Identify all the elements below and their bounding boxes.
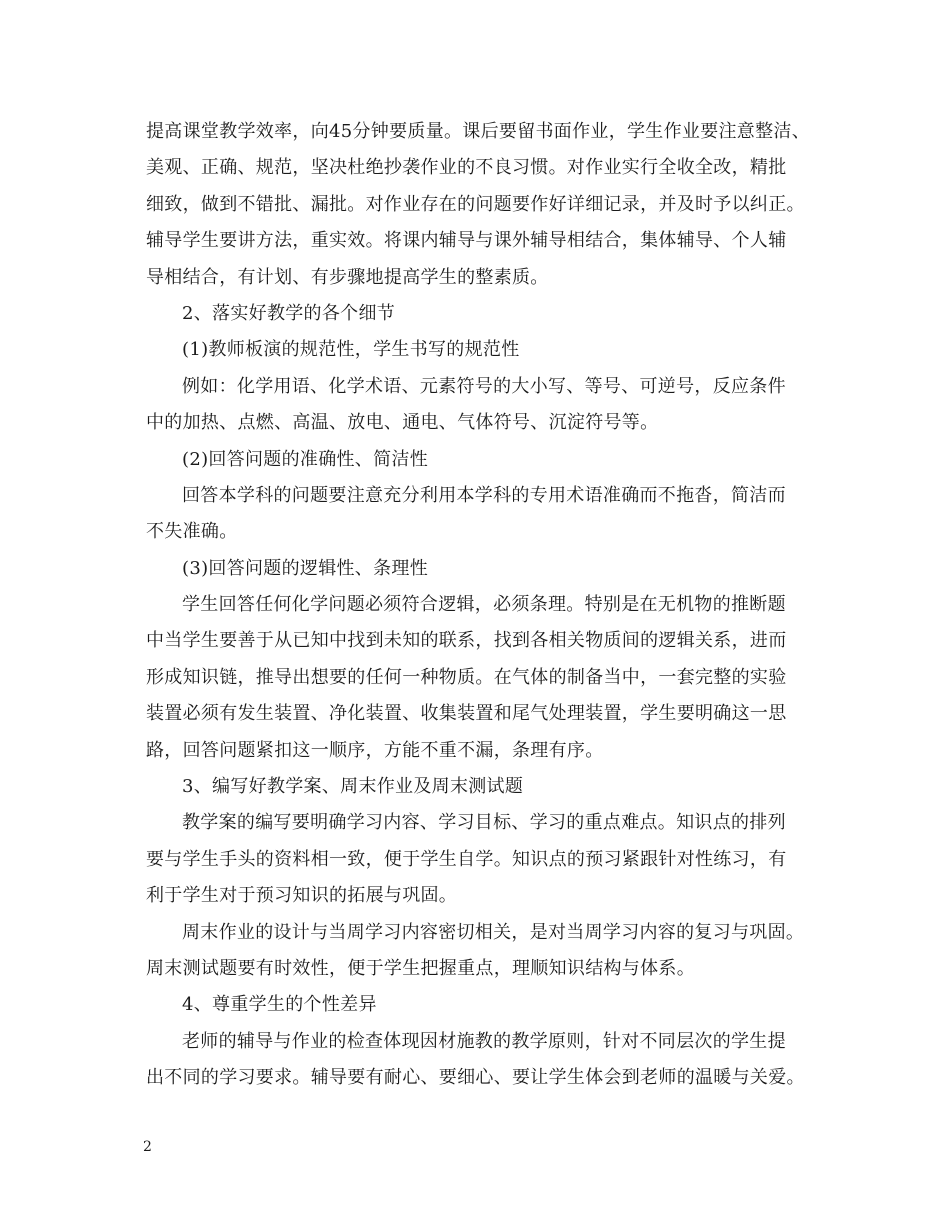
text-line: 不失准确。 — [146, 521, 238, 543]
text-line: 4、尊重学生的个性差异 — [182, 994, 377, 1016]
document-body — [146, 114, 816, 1097]
text-line: 周末作业的设计与当周学习内容密切相关，是对当周学习内容的复习与巩固。 — [182, 921, 805, 943]
text-line: 3、编写好教学案、周末作业及周末测试题 — [182, 776, 524, 798]
text-line: 2、落实好教学的各个细节 — [182, 302, 396, 324]
text-line: (2)回答问题的准确性、简洁性 — [182, 448, 428, 470]
text-line: 利于学生对于预习知识的拓展与巩固。 — [146, 885, 458, 907]
text-line: 出不同的学习要求。辅导要有耐心、要细心、要让学生体会到老师的温暖与关爱。 — [146, 1067, 805, 1089]
text-line: 中的加热、点燃、高温、放电、通电、气体符号、沉淀符号等。 — [146, 412, 659, 434]
text-line: 美观、正确、规范，坚决杜绝抄袭作业的不良习惯。对作业实行全收全改，精批 — [146, 157, 787, 179]
text-line: 例如：化学用语、化学术语、元素符号的大小写、等号、可逆号，反应条件 — [182, 375, 786, 397]
text-line: 导相结合，有计划、有步骤地提高学生的整素质。 — [146, 266, 549, 288]
text-line: 回答本学科的问题要注意充分利用本学科的专用术语准确而不拖沓，简洁而 — [182, 484, 786, 506]
text-line: 形成知识链，推导出想要的任何一种物质。在气体的制备当中，一套完整的实验 — [146, 666, 787, 688]
text-line: 路，回答问题紧扣这一顺序，方能不重不漏，条理有序。 — [146, 739, 604, 761]
text-line: 周末测试题要有时效性，便于学生把握重点，理顺知识结构与体系。 — [146, 957, 695, 979]
text-line: 教学案的编写要明确学习内容、学习目标、学习的重点难点。知识点的排列 — [182, 812, 786, 834]
text-line: 学生回答任何化学问题必须符合逻辑，必须条理。特别是在无机物的推断题 — [182, 594, 786, 616]
text-line: (1)教师板演的规范性，学生书写的规范性 — [182, 339, 520, 361]
text-line: 细致，做到不错批、漏批。对作业存在的问题要作好详细记录，并及时予以纠正。 — [146, 193, 805, 215]
text-line: 老师的辅导与作业的检查体现因材施教的教学原则，针对不同层次的学生提 — [182, 1030, 786, 1052]
text-line: 要与学生手头的资料相一致，便于学生自学。知识点的预习紧跟针对性练习，有 — [146, 848, 787, 870]
page-number: 2 — [143, 1139, 152, 1155]
text-line: 辅导学生要讲方法，重实效。将课内辅导与课外辅导相结合，集体辅导、个人辅 — [146, 230, 787, 252]
text-line: 中当学生要善于从已知中找到未知的联系，找到各相关物质间的逻辑关系，进而 — [146, 630, 787, 652]
text-line: 装置必须有发生装置、净化装置、收集装置和尾气处理装置，学生要明确这一思 — [146, 703, 787, 725]
text-line: 提高课堂教学效率，向45分钟要质量。课后要留书面作业，学生作业要注意整洁、 — [146, 121, 811, 142]
text-line: (3)回答问题的逻辑性、条理性 — [182, 557, 428, 579]
